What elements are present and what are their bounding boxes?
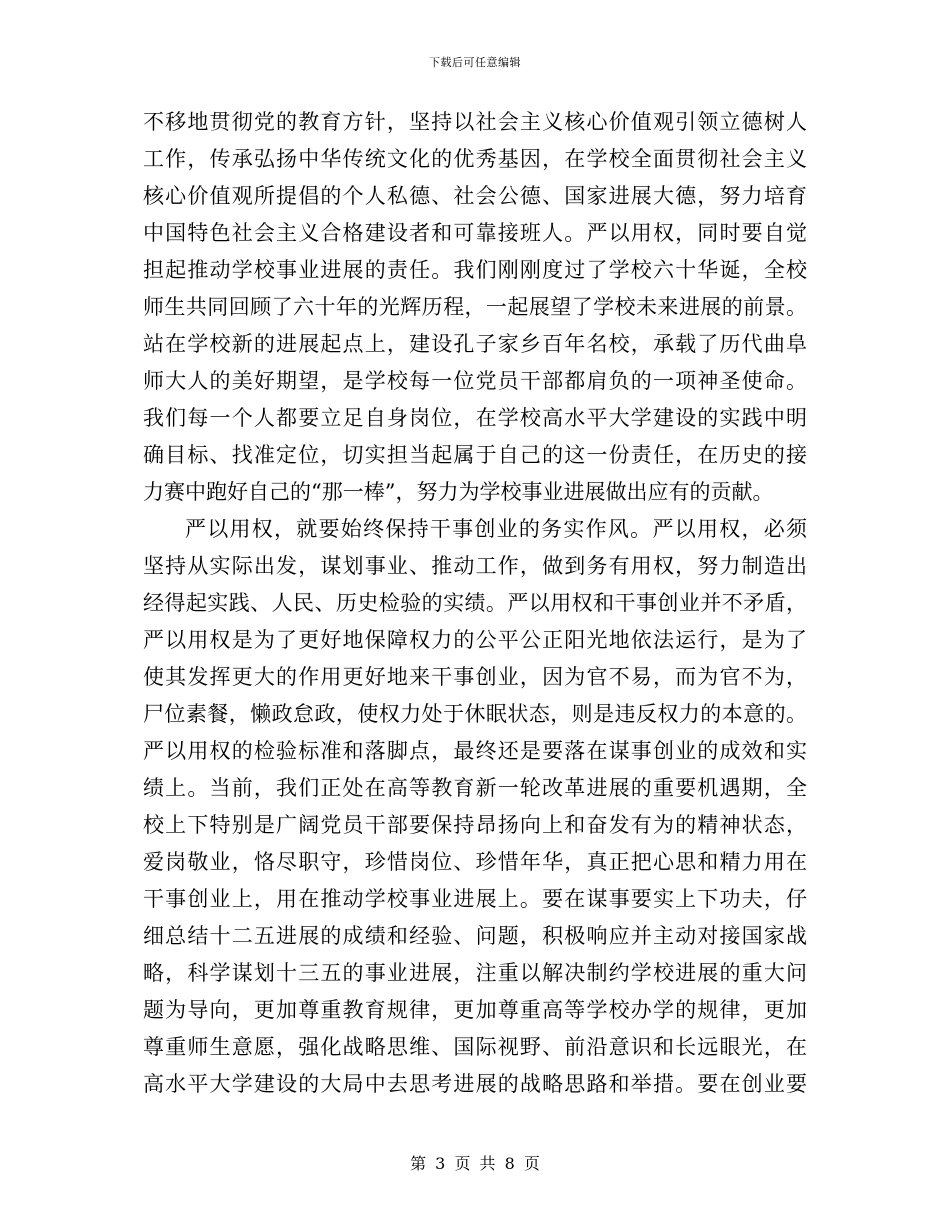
body-line: 师生共同回顾了六十年的光辉历程，一起展望了学校未来进展的前景。 bbox=[143, 295, 807, 319]
body-line: 使其发挥更大的作用更好地来干事创业，因为官不易，而为官不为， bbox=[143, 665, 807, 689]
body-line: 力赛中跑好自己的“那一棒”，努力为学校事业进展做出应有的贡献。 bbox=[143, 480, 774, 504]
body-line: 校上下特别是广阔党员干部要保持昂扬向上和奋发有为的精神状态， bbox=[143, 813, 807, 837]
body-line: 尊重师生意愿，强化战略思维、国际视野、前沿意识和长远眼光，在 bbox=[143, 1035, 807, 1059]
body-line: 爱岗敬业，恪尽职守，珍惜岗位、珍惜年华，真正把心思和精力用在 bbox=[143, 850, 807, 874]
body-line: 中国特色社会主义合格建设者和可靠接班人。严以用权，同时要自觉 bbox=[143, 221, 807, 245]
paragraph-first-line: 严以用权，就要始终保持干事创业的务实作风。严以用权，必须 bbox=[185, 517, 807, 541]
body-line: 我们每一个人都要立足自身岗位，在学校高水平大学建设的实践中明 bbox=[143, 406, 807, 430]
body-line: 核心价值观所提倡的个人私德、社会公德、国家进展大德，努力培育 bbox=[143, 184, 807, 208]
document-body bbox=[143, 104, 807, 1103]
page-number-footer: 第 3 页 共 8 页 bbox=[410, 1154, 540, 1173]
body-line: 严以用权是为了更好地保障权力的公平公正阳光地依法运行，是为了 bbox=[143, 628, 807, 652]
body-line: 工作，传承弘扬中华传统文化的优秀基因，在学校全面贯彻社会主义 bbox=[143, 147, 807, 171]
body-line: 确目标、找准定位，切实担当起属于自己的这一份责任，在历史的接 bbox=[143, 443, 807, 467]
page-header-note: 下载后可任意编辑 bbox=[429, 56, 521, 69]
body-line: 细总结十二五进展的成绩和经验、问题，积极响应并主动对接国家战 bbox=[143, 924, 807, 948]
body-line: 绩上。当前，我们正处在高等教育新一轮改革进展的重要机遇期，全 bbox=[143, 776, 807, 800]
body-line: 担起推动学校事业进展的责任。我们刚刚度过了学校六十华诞，全校 bbox=[143, 258, 807, 282]
body-line: 干事创业上，用在推动学校事业进展上。要在谋事要实上下功夫，仔 bbox=[143, 887, 807, 911]
body-line: 略，科学谋划十三五的事业进展，注重以解决制约学校进展的重大问 bbox=[143, 961, 807, 985]
body-line: 经得起实践、人民、历史检验的实绩。严以用权和干事创业并不矛盾， bbox=[143, 591, 807, 615]
body-line: 尸位素餐，懒政怠政，使权力处于休眠状态，则是违反权力的本意的。 bbox=[143, 702, 807, 726]
body-line: 题为导向，更加尊重教育规律，更加尊重高等学校办学的规律，更加 bbox=[143, 998, 807, 1022]
body-line: 不移地贯彻党的教育方针，坚持以社会主义核心价值观引领立德树人 bbox=[143, 110, 807, 134]
body-line: 坚持从实际出发，谋划事业、推动工作，做到务有用权，努力制造出 bbox=[143, 554, 807, 578]
body-line: 师大人的美好期望，是学校每一位党员干部都肩负的一项神圣使命。 bbox=[143, 369, 807, 393]
body-line: 站在学校新的进展起点上，建设孔子家乡百年名校，承载了历代曲阜 bbox=[143, 332, 807, 356]
body-line: 高水平大学建设的大局中去思考进展的战略思路和举措。要在创业要 bbox=[143, 1072, 807, 1096]
body-line: 严以用权的检验标准和落脚点，最终还是要落在谋事创业的成效和实 bbox=[143, 739, 807, 763]
